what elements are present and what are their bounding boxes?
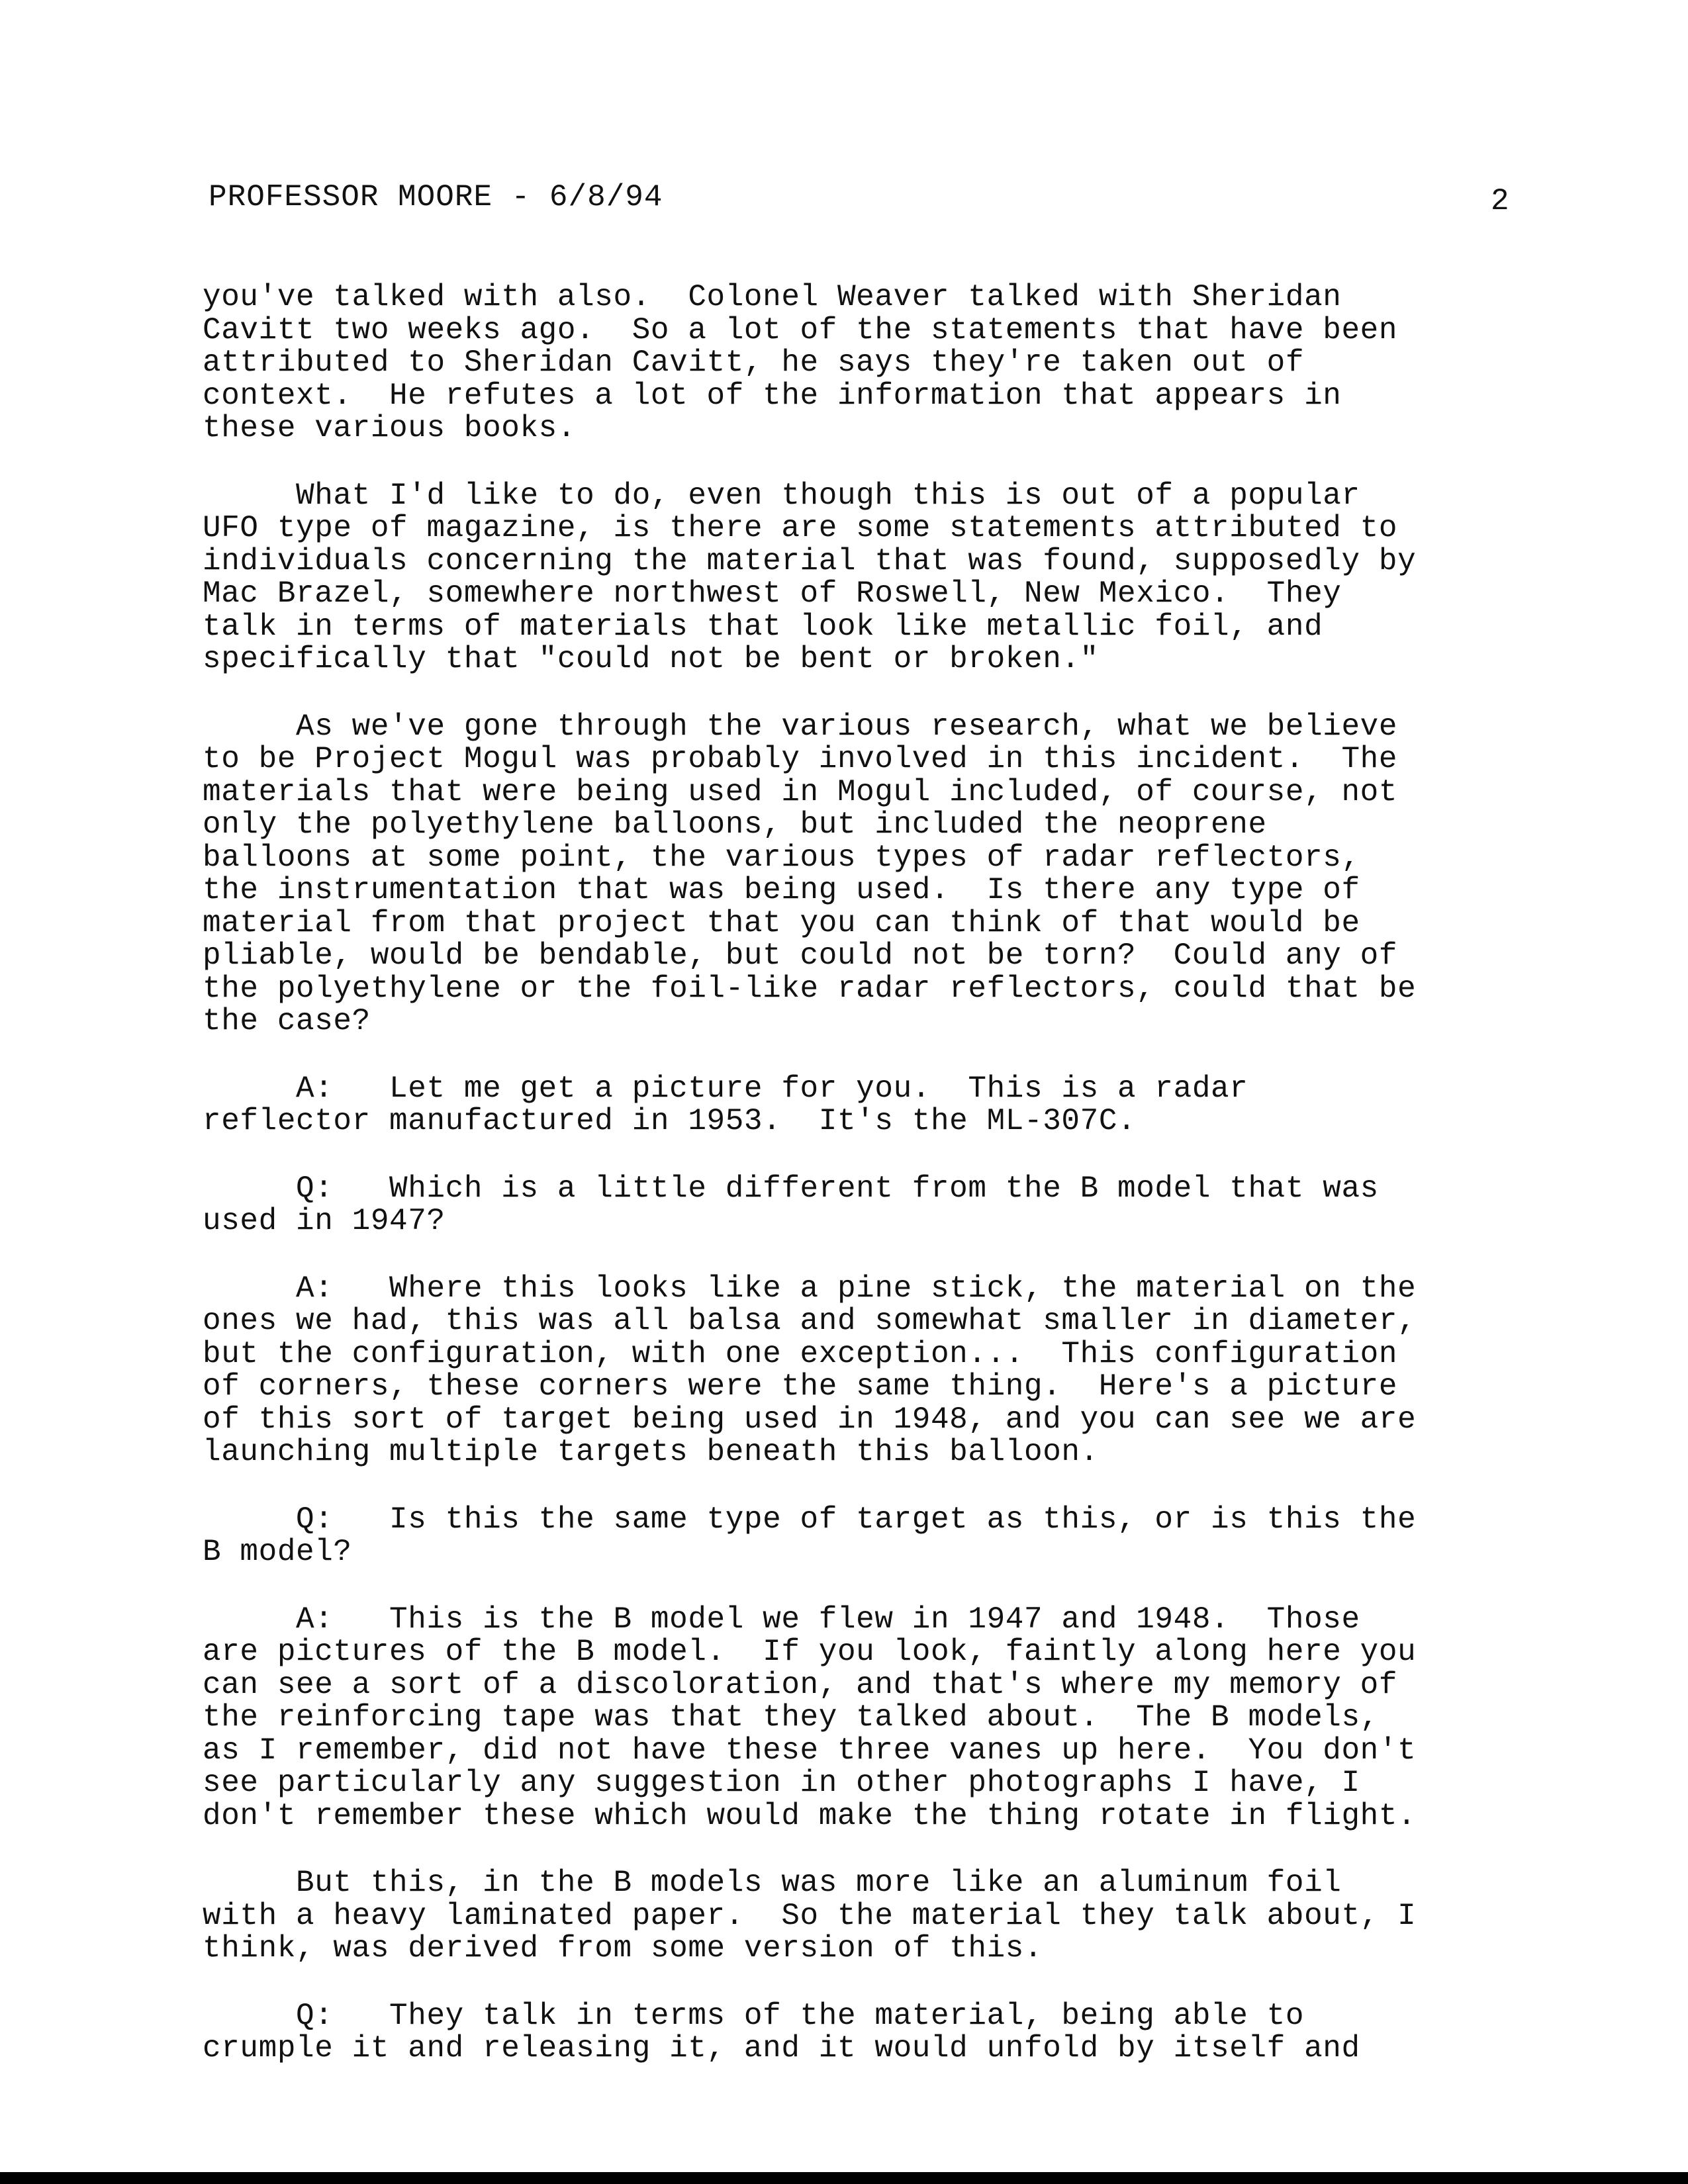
text-line: UFO type of magazine, is there are some statements attributed to <box>203 511 1398 545</box>
text-line: specifically that "could not be bent or broken." <box>203 642 1099 676</box>
text-line: crumple it and releasing it, and it would unfold by itself and <box>203 2031 1360 2066</box>
transcript-paragraph <box>203 480 1526 676</box>
text-line: to be Project Mogul was probably involved in this incident. The <box>203 742 1398 776</box>
text-line: talk in terms of materials that look like metallic foil, and <box>203 609 1323 644</box>
transcript-paragraph <box>203 1867 1526 1966</box>
text-line: individuals concerning the material that was found, supposedly by <box>203 543 1417 578</box>
text-line: don't remember these which would make the thing rotate in flight. <box>203 1798 1417 1833</box>
text-line: ones we had, this was all balsa and somewhat smaller in diameter, <box>203 1304 1417 1338</box>
text-line: A: Where this looks like a pine stick, the material on the <box>203 1271 1417 1306</box>
text-line: only the polyethylene balloons, but included the neoprene <box>203 807 1267 842</box>
transcript-paragraph <box>203 711 1526 1038</box>
text-line: see particularly any suggestion in other photographs I have, I <box>203 1766 1360 1800</box>
text-line: Q: Which is a little different from the B model that was <box>203 1171 1379 1206</box>
text-line: A: Let me get a picture for you. This is a radar <box>203 1071 1248 1106</box>
page-header-title: PROFESSOR MOORE - 6/8/94 <box>209 180 663 214</box>
text-line: think, was derived from some version of this. <box>203 1931 1043 1966</box>
text-line: of corners, these corners were the same thing. Here's a picture <box>203 1369 1398 1404</box>
text-line: context. He refutes a lot of the information that appears in <box>203 378 1342 413</box>
transcript-body <box>203 281 1526 2100</box>
text-line: used in 1947? <box>203 1204 445 1238</box>
text-line: balloons at some point, the various types of radar reflectors, <box>203 840 1360 875</box>
text-line: these various books. <box>203 411 577 445</box>
text-line: the case? <box>203 1004 371 1038</box>
text-line: B model? <box>203 1535 352 1569</box>
text-line: attributed to Sheridan Cavitt, he says they're taken out of <box>203 345 1305 380</box>
transcript-paragraph <box>203 2000 1526 2066</box>
transcript-paragraph <box>203 1273 1526 1469</box>
text-line: with a heavy laminated paper. So the material they talk about, I <box>203 1898 1417 1933</box>
transcript-paragraph <box>203 281 1526 445</box>
text-line: the polyethylene or the foil-like radar reflectors, could that be <box>203 971 1417 1006</box>
text-line: you've talked with also. Colonel Weaver talked with Sheridan <box>203 280 1342 314</box>
transcript-paragraph <box>203 1504 1526 1569</box>
text-line: the reinforcing tape was that they talked about. The B models, <box>203 1700 1379 1735</box>
bottom-scan-edge <box>0 2172 1688 2184</box>
text-line: Cavitt two weeks ago. So a lot of the statements that have been <box>203 312 1398 347</box>
text-line: Mac Brazel, somewhere northwest of Roswell, New Mexico. They <box>203 576 1342 611</box>
text-line: Q: Is this the same type of target as this, or is this the <box>203 1502 1417 1537</box>
transcript-paragraph <box>203 1604 1526 1833</box>
text-line: launching multiple targets beneath this balloon. <box>203 1435 1099 1469</box>
text-line: reflector manufactured in 1953. It's the ML-307C. <box>203 1104 1137 1138</box>
text-line: of this sort of target being used in 1948, and you can see we are <box>203 1402 1417 1437</box>
text-line: as I remember, did not have these three vanes up here. You don't <box>203 1733 1417 1768</box>
text-line: material from that project that you can think of that would be <box>203 905 1360 940</box>
text-line: As we've gone through the various research, what we believe <box>203 709 1398 744</box>
text-line: pliable, would be bendable, but could not be torn? Could any of <box>203 938 1398 973</box>
text-line: A: This is the B model we flew in 1947 and 1948. Those <box>203 1602 1360 1637</box>
text-line: the instrumentation that was being used. Is there any type of <box>203 873 1360 907</box>
text-line: What I'd like to do, even though this is out of a popular <box>203 478 1360 513</box>
text-line: But this, in the B models was more like an aluminum foil <box>203 1866 1342 1900</box>
text-line: but the configuration, with one exception... This configuration <box>203 1336 1398 1371</box>
transcript-paragraph <box>203 1073 1526 1138</box>
page-number: 2 <box>1491 184 1509 218</box>
text-line: are pictures of the B model. If you look, faintly along here you <box>203 1635 1417 1669</box>
text-line: can see a sort of a discoloration, and that's where my memory of <box>203 1667 1398 1702</box>
text-line: materials that were being used in Mogul included, of course, not <box>203 774 1398 809</box>
transcript-paragraph <box>203 1173 1526 1238</box>
text-line: Q: They talk in terms of the material, being able to <box>203 1998 1305 2033</box>
